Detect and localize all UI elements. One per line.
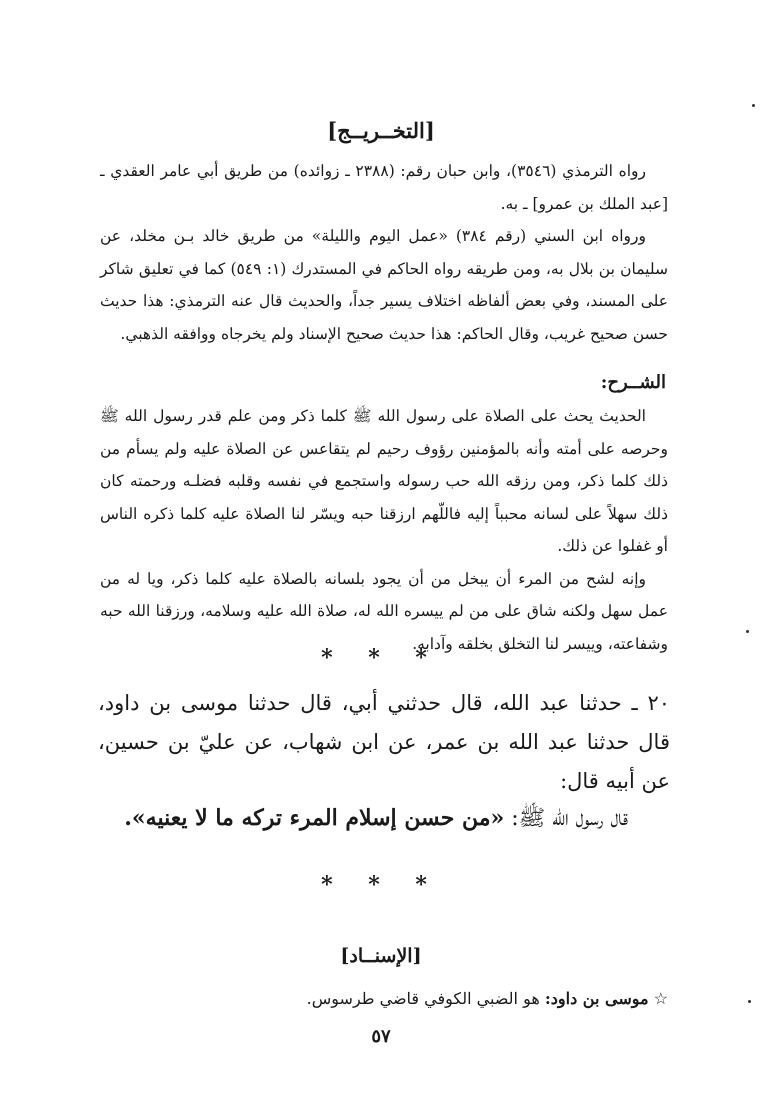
- sharh-paragraph-1: الحديث يحث على الصلاة على رسول الله ﷺ كلما ذكر ومن علم قدر رسول الله ﷺ وحرصه على أمته وأنه بالمؤمنين رؤوف رحيم لم يتقاعس عن الصلاة عليه ولم يسأم من ذلك كلما ذكر، ومن رزقه الله حب رسوله واستجمع في نفسه وقلبه فضلـه ورحمته كان ذلك سهلاً على لسانه محبباً إليه فاللّهم ارزقنا حبه ويسّر لنا الصلاة عليه كلما ذكره الناس أو غفلوا عن ذلك.: [100, 407, 668, 555]
- isnad-note: [100, 984, 668, 1014]
- sharh-section: [100, 400, 668, 660]
- star-icon: ☆: [653, 989, 668, 1008]
- hadith-matn: [98, 798, 670, 839]
- narrator-description: هو الضبي الكوفي قاضي طرسوس.: [306, 989, 540, 1008]
- section-separator: * * *: [321, 872, 441, 898]
- hadith-intro: قال رسول الله ﷺ:: [511, 806, 628, 831]
- takhrij-section: [100, 155, 668, 350]
- takhrij-paragraph-1: رواه الترمذي (٣٥٤٦)، وابن حبان رقم: (٢٣٨٨ ـ زوائده) من طريق أبي عامر العقدي ـ [عبد الملك بن عمرو] ـ به.: [100, 162, 668, 213]
- sharh-heading: الشــرح:: [600, 372, 666, 393]
- hadith-chain: ٢٠ ـ حدثنا عبد الله، قال حدثني أبي، قال حدثنا موسى بن داود، قال حدثنا عبد الله بن عمر، عن ابن شهاب، عن عليّ بن حسين، عن أبيه قال:: [98, 691, 670, 793]
- page-number: ٥٧: [371, 1026, 391, 1047]
- scan-speck: [752, 104, 755, 107]
- section-separator: * * *: [321, 645, 441, 671]
- takhrij-heading: [التخــريــج]: [327, 118, 435, 143]
- takhrij-paragraph-2: ورواه ابن السني (رقم ٣٨٤) «عمل اليوم والليلة» من طريق خالد بـن مخلد، عن سليمان بن بلال به، ومن طريقه رواه الحاكم في المستدرك (١: ٥٤٩) كما في تعليق شاكر على المسند، وفي بعض ألفاظه اختلاف يسير جداً، والحديث قال عنه الترمذي: هذا حديث حسن صحيح غريب، وقال الحاكم: هذا حديث صحيح الإسناد ولم يخرجاه ووافقه الذهبي.: [100, 227, 668, 343]
- scan-speck: [746, 630, 749, 633]
- sharh-paragraph-2: وإنه لشح من المرء أن يبخل من أن يجود بلسانه بالصلاة عليه كلما ذكر، ويا له من عمل سهل ولكنه شاق على من لم ييسره الله له، صلاة الله عليه وسلامه، ورزقنا الله حبه وشفاعته، وييسر لنا التخلق بخلقه وآدابه.: [100, 569, 668, 653]
- hadith-isnad-text: [98, 684, 670, 801]
- narrator-name: موسى بن داود:: [544, 989, 649, 1008]
- hadith-quote: «من حسن إسلام المرء تركه ما لا يعنيه».: [124, 805, 505, 831]
- scan-speck: [748, 1000, 751, 1003]
- isnad-heading: [الإسنــاد]: [340, 945, 422, 967]
